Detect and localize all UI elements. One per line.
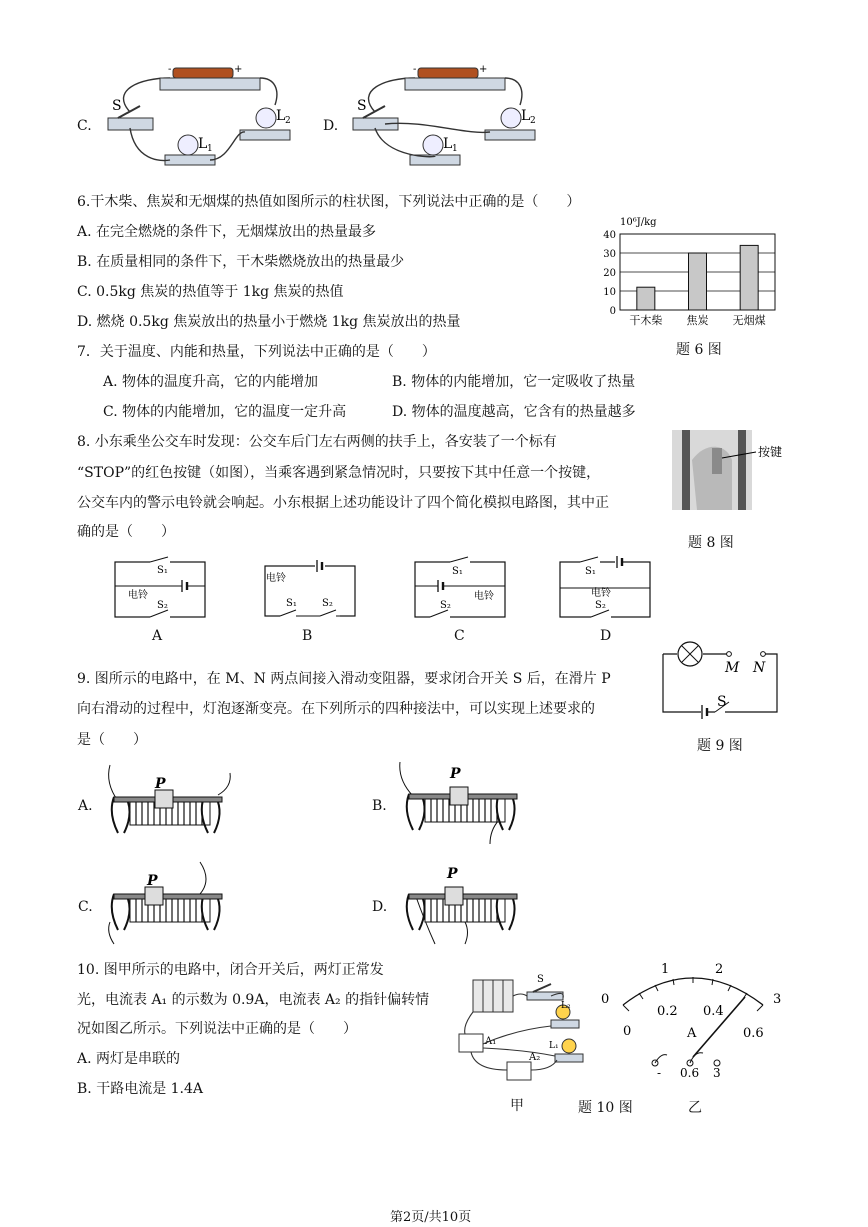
svg-text:-: - [168,64,172,75]
q5-circuit-c-figure [100,60,300,172]
chart-category-label: 无烟煤 [732,314,766,327]
q10-option-b: B. 干路电流是 1.4A [77,1081,204,1097]
svg-text:0: 0 [601,992,610,1007]
q6-heat-value-bar-chart [590,210,790,330]
q8-stem-line4: 确的是（ ） [77,524,175,540]
q5-option-c-label: C. [77,118,92,134]
svg-text:S₁: S₁ [585,566,596,577]
svg-text:S₂: S₂ [322,598,333,609]
svg-text:S₁: S₁ [452,566,463,577]
svg-text:A₁: A₁ [485,1036,497,1047]
svg-text:电铃: 电铃 [266,573,286,584]
q9-caption: 题 9 图 [697,738,743,754]
svg-text:P: P [147,873,158,889]
q5-option-d-label: D. [323,118,339,134]
q8-circuit-d-label: D [600,628,612,644]
q8-stem-line3: 公交车内的警示电铃就会响起。小东根据上述功能设计了四个简化模拟电路图，其中正 [77,495,609,511]
q8-circuit-d [555,556,655,626]
q6-option-b: B. 在质量相同的条件下，干木柴燃烧放出的热量最少 [77,254,405,270]
svg-text:S: S [717,694,727,710]
svg-text:S₂: S₂ [157,600,168,611]
q8-circuit-a-label: A [152,628,163,644]
q8-circuit-b-label: B [302,628,313,644]
q6-stem: 6.干木柴、焦炭和无烟煤的热值如图所示的柱状图，下列说法中正确的是（ ） [77,194,581,210]
q9-option-c-label: C. [78,899,93,915]
q6-option-a: A. 在完全燃烧的条件下，无烟煤放出的热量最多 [77,224,377,240]
svg-text:+: + [234,64,243,75]
svg-text:S₁: S₁ [157,565,168,576]
q8-caption: 题 8 图 [688,535,734,551]
svg-text:电铃: 电铃 [591,588,611,599]
q8-circuit-c [410,556,510,626]
svg-text:电铃: 电铃 [128,590,148,601]
q10-option-a: A. 两灯是串联的 [77,1051,181,1067]
page-footer: 第2页/共10页 [390,1210,472,1225]
svg-text:A: A [687,1026,697,1041]
q9-rheostat-d [395,860,530,945]
svg-text:3: 3 [773,992,782,1007]
q9-rheostat-b [395,760,530,845]
svg-text:+: + [479,64,488,75]
chart-category-label: 干木柴 [629,314,663,327]
q10-stem-line2: 光，电流表 A₁ 的示数为 0.9A，电流表 A₂ 的指针偏转情 [77,992,430,1008]
svg-text:L₂: L₂ [561,1001,571,1011]
q10-stem-line3: 况如图乙所示。下列说法中正确的是（ ） [77,1021,357,1037]
svg-text:2: 2 [285,116,291,126]
svg-text:1: 1 [452,144,458,154]
q8-stem-line2: “STOP”的红色按键（如图），当乘客遇到紧急情况时，只要按下其中任意一个按键， [77,465,601,481]
svg-text:S: S [112,98,122,114]
chart-category-label: 焦炭 [686,314,709,327]
svg-text:P: P [447,866,458,882]
svg-text:0.4: 0.4 [703,1004,724,1019]
q9-circuit-figure [655,640,785,722]
svg-text:-: - [657,1066,662,1080]
q8-bus-button-photo [672,430,812,512]
svg-text:S₁: S₁ [286,598,297,609]
svg-text:S₂: S₂ [440,600,451,611]
svg-text:S: S [357,98,367,114]
svg-text:0.2: 0.2 [657,1004,678,1019]
chart-ylabel: 10⁶J/kg [620,217,657,228]
svg-text:0.6: 0.6 [680,1066,700,1080]
q10-ammeter-dial-yi [595,955,795,1085]
chart-y-tick-label: 20 [603,268,616,279]
svg-text:M: M [725,660,740,676]
svg-text:P: P [155,776,166,792]
svg-text:电铃: 电铃 [474,591,494,602]
q8-circuit-b [260,556,360,626]
q8-stem-line1: 8. 小东乘坐公交车时发现：公交车后门左右两侧的扶手上，各安装了一个标有 [77,434,557,450]
q9-rheostat-a [100,763,235,838]
q8-circuit-c-label: C [454,628,465,644]
q7-option-c: C. 物体的内能增加，它的温度一定升高 [103,404,347,420]
q9-stem-line1: 9. 图所示的电路中，在 M、N 两点间接入滑动变阻器，要求闭合开关 S 后，在滑片 P [77,671,611,687]
q10-label-yi: 乙 [688,1100,702,1116]
q9-rheostat-c [100,860,235,945]
q9-stem-line2: 向右滑动的过程中，灯泡逐渐变亮。在下列所示的四种接法中，可以实现上述要求的 [77,701,595,717]
svg-text:S₂: S₂ [595,600,606,611]
q10-stem-line1: 10. 图甲所示的电路中，闭合开关后，两灯正常发 [77,962,384,978]
svg-text:1: 1 [661,962,670,977]
svg-text:P: P [450,766,461,782]
svg-text:2: 2 [715,962,724,977]
q10-caption: 题 10 图 [578,1100,633,1116]
q7-option-d: D. 物体的温度越高，它含有的热量越多 [392,404,636,420]
q9-option-a-label: A. [78,798,93,814]
q6-caption: 题 6 图 [676,342,722,358]
svg-text:L: L [443,136,453,152]
svg-text:A₂: A₂ [529,1052,541,1063]
q6-option-d: D. 燃烧 0.5kg 焦炭放出的热量小于燃烧 1kg 焦炭放出的热量 [77,314,461,330]
chart-bar [740,245,758,310]
svg-text:按键: 按键 [758,445,783,459]
svg-text:2: 2 [530,116,536,126]
q10-circuit-jia-figure [455,970,595,1088]
q7-option-a: A. 物体的温度升高，它的内能增加 [103,374,319,390]
chart-y-tick-label: 30 [603,249,616,260]
svg-text:L: L [198,136,208,152]
q7-option-b: B. 物体的内能增加，它一定吸收了热量 [392,374,636,390]
q10-label-jia: 甲 [510,1098,524,1114]
q9-stem-line3: 是（ ） [77,732,147,748]
svg-text:3: 3 [713,1066,721,1080]
svg-text:1: 1 [207,144,213,154]
svg-text:S: S [537,974,544,985]
chart-y-tick-label: 10 [603,287,616,298]
svg-text:L: L [276,108,286,124]
chart-bar [637,287,655,310]
q9-option-b-label: B. [372,798,387,814]
chart-bar [689,253,707,310]
chart-y-tick-label: 0 [609,306,616,317]
svg-text:0.6: 0.6 [743,1026,764,1041]
q7-stem: 7．关于温度、内能和热量，下列说法中正确的是（ ） [77,344,436,360]
svg-text:0: 0 [623,1024,632,1039]
svg-text:N: N [753,660,766,676]
q9-option-d-label: D. [372,899,388,915]
q5-circuit-d-figure [345,60,545,172]
q8-circuit-a [110,556,210,626]
svg-text:L: L [521,108,531,124]
q6-option-c: C. 0.5kg 焦炭的热值等于 1kg 焦炭的热值 [77,284,344,300]
svg-text:L₁: L₁ [549,1041,559,1051]
svg-text:-: - [413,64,417,75]
chart-y-tick-label: 40 [603,230,616,241]
